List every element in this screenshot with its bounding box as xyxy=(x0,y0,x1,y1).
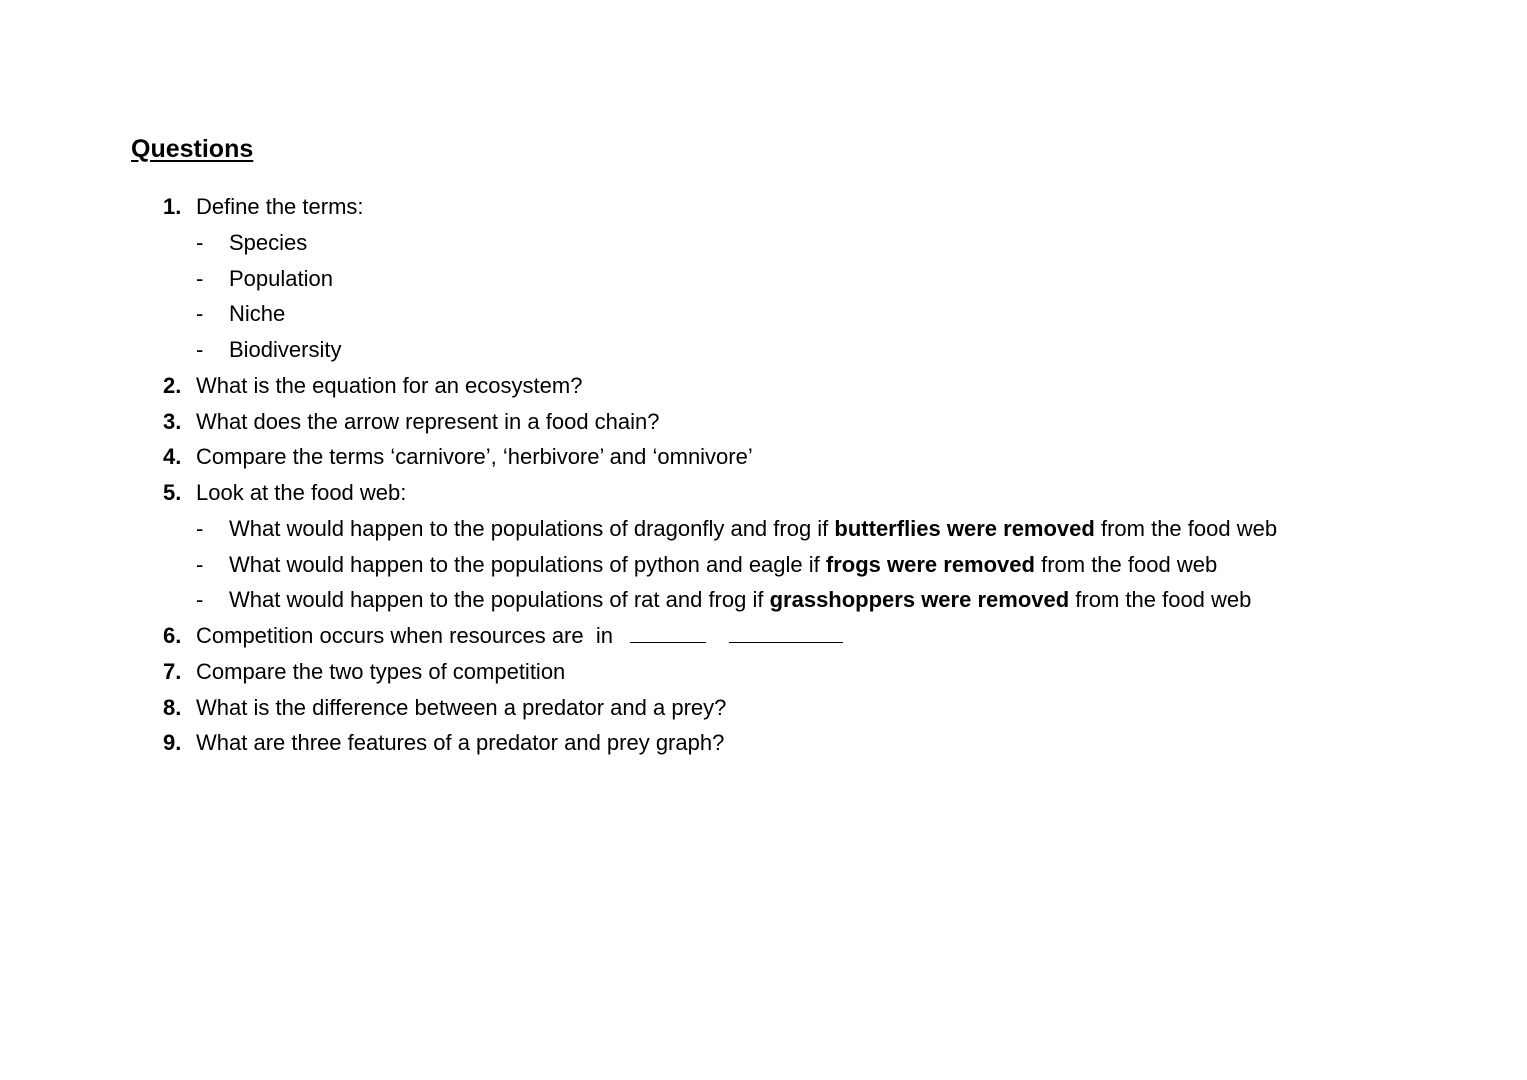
question-number: 4. xyxy=(163,444,182,470)
question-text: What are three features of a predator and prey graph? xyxy=(196,730,725,756)
question-text xyxy=(196,618,843,654)
question-2 xyxy=(0,368,1527,404)
question-text: Compare the terms ‘carnivore’, ‘herbivore’ and ‘omnivore’ xyxy=(196,444,753,470)
sub-question-emphasis: frogs were removed xyxy=(825,551,1035,577)
sub-question-emphasis: butterflies were removed xyxy=(834,515,1095,541)
question-9 xyxy=(0,725,1527,761)
term-item xyxy=(0,225,1527,261)
question-text: Compare the two types of competition xyxy=(196,658,566,684)
question-number: 2. xyxy=(163,372,182,398)
question-text: Define the terms: xyxy=(196,194,364,219)
bullet-dash: - xyxy=(196,265,204,291)
sub-question-post: from the food web xyxy=(1094,515,1278,541)
question-3 xyxy=(0,404,1527,440)
page-title: Questions xyxy=(131,135,254,163)
sub-question xyxy=(0,547,1527,583)
sub-question xyxy=(0,511,1527,547)
bullet-dash: - xyxy=(196,515,204,541)
question-number: 7. xyxy=(163,658,182,684)
answer-blank xyxy=(630,620,706,643)
sub-question-emphasis: grasshoppers were removed xyxy=(769,587,1070,613)
sub-question xyxy=(0,582,1527,618)
term-item xyxy=(0,261,1527,297)
sub-question-text xyxy=(229,582,1251,618)
question-text: What is the difference between a predator and a prey? xyxy=(196,694,727,720)
answer-blank xyxy=(729,620,843,643)
term-item xyxy=(0,296,1527,332)
question-text: What is the equation for an ecosystem? xyxy=(196,372,583,398)
bullet-dash: - xyxy=(196,301,204,327)
question-4 xyxy=(0,439,1527,475)
question-number: 6. xyxy=(163,623,182,648)
question-8 xyxy=(0,690,1527,726)
term-text: Biodiversity xyxy=(229,337,342,362)
sub-question-post: from the food web xyxy=(1034,551,1218,577)
question-6 xyxy=(0,618,1527,654)
question-7 xyxy=(0,654,1527,690)
question-5 xyxy=(0,475,1527,511)
question-number: 1. xyxy=(163,194,182,219)
term-text: Species xyxy=(229,229,308,255)
question-text-content: Competition occurs when resources are in xyxy=(196,623,613,648)
term-text: Population xyxy=(229,265,333,291)
question-text: What does the arrow represent in a food chain? xyxy=(196,408,660,434)
term-item xyxy=(0,332,1527,368)
sub-question-pre: What would happen to the populations of python and eagle if xyxy=(229,551,826,577)
question-number: 3. xyxy=(163,408,182,434)
question-list xyxy=(0,189,1527,761)
term-text: Niche xyxy=(229,301,286,327)
sub-question-text xyxy=(229,547,1217,583)
bullet-dash: - xyxy=(196,551,204,577)
sub-question-post: from the food web xyxy=(1069,587,1252,613)
bullet-dash: - xyxy=(196,229,204,255)
question-number: 5. xyxy=(163,480,182,505)
question-1 xyxy=(0,189,1527,225)
sub-question-pre: What would happen to the populations of rat and frog if xyxy=(229,587,770,613)
bullet-dash: - xyxy=(196,587,204,613)
question-text: Look at the food web: xyxy=(196,480,407,505)
sub-question-text xyxy=(229,511,1277,547)
question-number: 8. xyxy=(163,694,182,720)
sub-question-pre: What would happen to the populations of dragonfly and frog if xyxy=(229,515,835,541)
bullet-dash: - xyxy=(196,337,204,362)
question-number: 9. xyxy=(163,730,182,756)
